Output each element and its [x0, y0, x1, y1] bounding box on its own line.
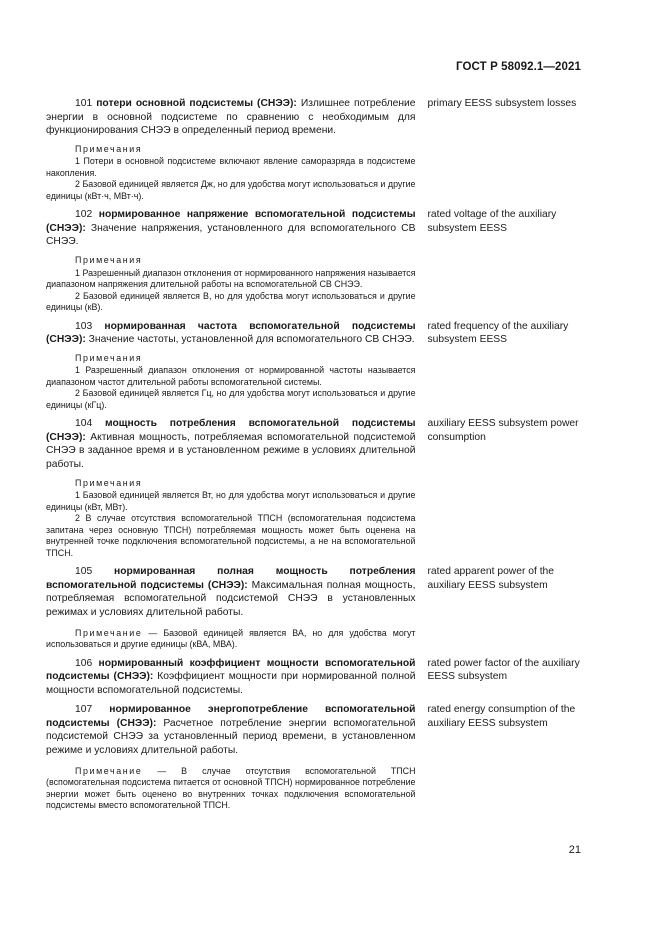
note: 2 Базовой единицей является Дж, но для удобства могут использоваться и другие единицы (кВт·ч, МВт·ч). — [46, 179, 416, 201]
notes-heading: Примечания — [75, 477, 143, 488]
term-entry-106 — [46, 657, 586, 698]
note-label: Примечание — [75, 627, 143, 638]
definition: 104 мощность потребления вспомогательной подсистемы (СНЭЭ): Активная мощность, потребляемая вспомогательной подсистемой СНЭЭ в заданное время и в установленном режиме в условиях длительной работы. — [46, 418, 416, 471]
english-term: primary EESS subsystem losses — [427, 98, 577, 109]
definition: 103 нормированная частота вспомогательной подсистемы (СНЭЭ): Значение частоты, установленной для вспомогательного СВ СНЭЭ. — [46, 320, 416, 346]
notes — [46, 144, 416, 203]
note: 2 Базовой единицей является В, но для удобства могут использоваться и другие единицы (кВ). — [46, 290, 416, 313]
definition: 107 нормированное энергопотребление вспомогательной подсистемы (СНЭЭ): Расчетное потребление энергии вспомогательной подсистемой СНЭЭ за установленный период времени, в установленном режиме и условиях длительной работы. — [46, 704, 416, 757]
notes-heading: Примечания — [75, 352, 143, 363]
english-term: rated voltage of the auxiliary subsystem EESS — [427, 209, 557, 235]
term: потери основной подсистемы (СНЭЭ): — [96, 98, 297, 109]
note: Примечание — Базовой единицей является ВА, но для удобства могут использоваться и другие единицы (кВА, МВА). — [46, 627, 416, 649]
term-entry-105 — [46, 565, 586, 650]
note: 1 Потери в основной подсистеме включают явление саморазряда в подсистеме накопления. — [46, 156, 416, 178]
definition: 101 потери основной подсистемы (СНЭЭ): Излишнее потребление энергии в основной подсистеме по сравнению с необходимым для функционирования СНЭЭ в определенный период времени. — [46, 98, 416, 137]
notes — [46, 478, 416, 560]
standard-header: ГОСТ Р 58092.1—2021 — [456, 61, 581, 73]
term-entry-104 — [46, 417, 586, 559]
term: нормированная полная мощность потребления вспомогательной подсистемы (СНЭЭ): — [46, 566, 416, 591]
definition: 102 нормированное напряжение вспомогательной подсистемы (СНЭЭ): Значение напряжения, установленного для вспомогательного СВ СНЭЭ. — [46, 209, 416, 248]
note: 1 Разрешенный диапазон отклонения от нормированного напряжения называется диапазоном напряжения длительной работы на вспомогательной СВ СНЭЭ. — [46, 267, 416, 290]
term-entry-102 — [46, 208, 586, 313]
term: нормированное напряжение вспомогательной подсистемы (СНЭЭ): — [46, 209, 416, 234]
term: нормированное энергопотребление вспомогательной подсистемы (СНЭЭ): — [46, 704, 416, 729]
english-term: rated apparent power of the auxiliary EESS subsystem — [427, 566, 555, 591]
note: 1 Базовой единицей является Вт, но для удобства могут использоваться и другие единицы (кВт, МВт). — [46, 490, 416, 512]
english-term: rated power factor of the auxiliary EESS subsystem — [427, 657, 580, 683]
term-entry-101 — [46, 97, 586, 202]
term: нормированный коэффициент мощности вспомогательной подсистемы (СНЭЭ): — [46, 657, 416, 683]
page-number: 21 — [568, 844, 581, 856]
definition: 105 нормированная полная мощность потребления вспомогательной подсистемы (СНЭЭ): Максимальная полная мощность, потребляемая вспомогательной подсистемой СНЭЭ в установленных режимах и условиях длительной работы. — [46, 566, 416, 618]
term: нормированная частота вспомогательной подсистемы (СНЭЭ): — [46, 320, 416, 346]
notes — [46, 255, 416, 314]
note: 2 В случае отсутствия вспомогательной ТПСН (вспомогательная подсистема запитана через основную ТПСН) потребляемая мощность может быть оценена на внутренней точке подключения вспомогательной подсистемы, а не на вспомогательной ТПСН. — [46, 513, 416, 558]
notes — [46, 353, 416, 412]
notes-heading: Примечания — [75, 255, 143, 266]
note: 1 Разрешенный диапазон отклонения от нормированной частоты называется диапазоном частот длительной работы вспомогательной системы. — [46, 365, 416, 387]
english-term: auxiliary EESS subsystem power consumption — [427, 418, 579, 444]
note-label: Примечание — [75, 765, 143, 776]
notes-heading: Примечания — [75, 143, 143, 154]
note: Примечание — В случае отсутствия вспомогательной ТПСН (вспомогательная подсистема питается от основной ТПСН) нормированное потребление энергии может быть оценено во внутренних точках подключения вспомогательной подсистемы вместо вспомогательной ТПСН. — [46, 765, 416, 811]
note: 2 Базовой единицей является Гц, но для удобства могут использоваться и другие единицы (кГц). — [46, 388, 416, 410]
english-term: rated frequency of the auxiliary subsystem EESS — [427, 320, 569, 346]
definition: 106 нормированный коэффициент мощности вспомогательной подсистемы (СНЭЭ): Коэффициент мощности при нормированной полной мощности вспомогательной подсистемы. — [46, 657, 416, 696]
term-entry-103 — [46, 320, 586, 412]
terms-list — [46, 97, 586, 818]
english-term: rated energy consumption of the auxiliary EESS subsystem — [427, 704, 576, 730]
term-entry-107 — [46, 703, 586, 811]
term: мощность потребления вспомогательной подсистемы (СНЭЭ): — [46, 418, 416, 443]
